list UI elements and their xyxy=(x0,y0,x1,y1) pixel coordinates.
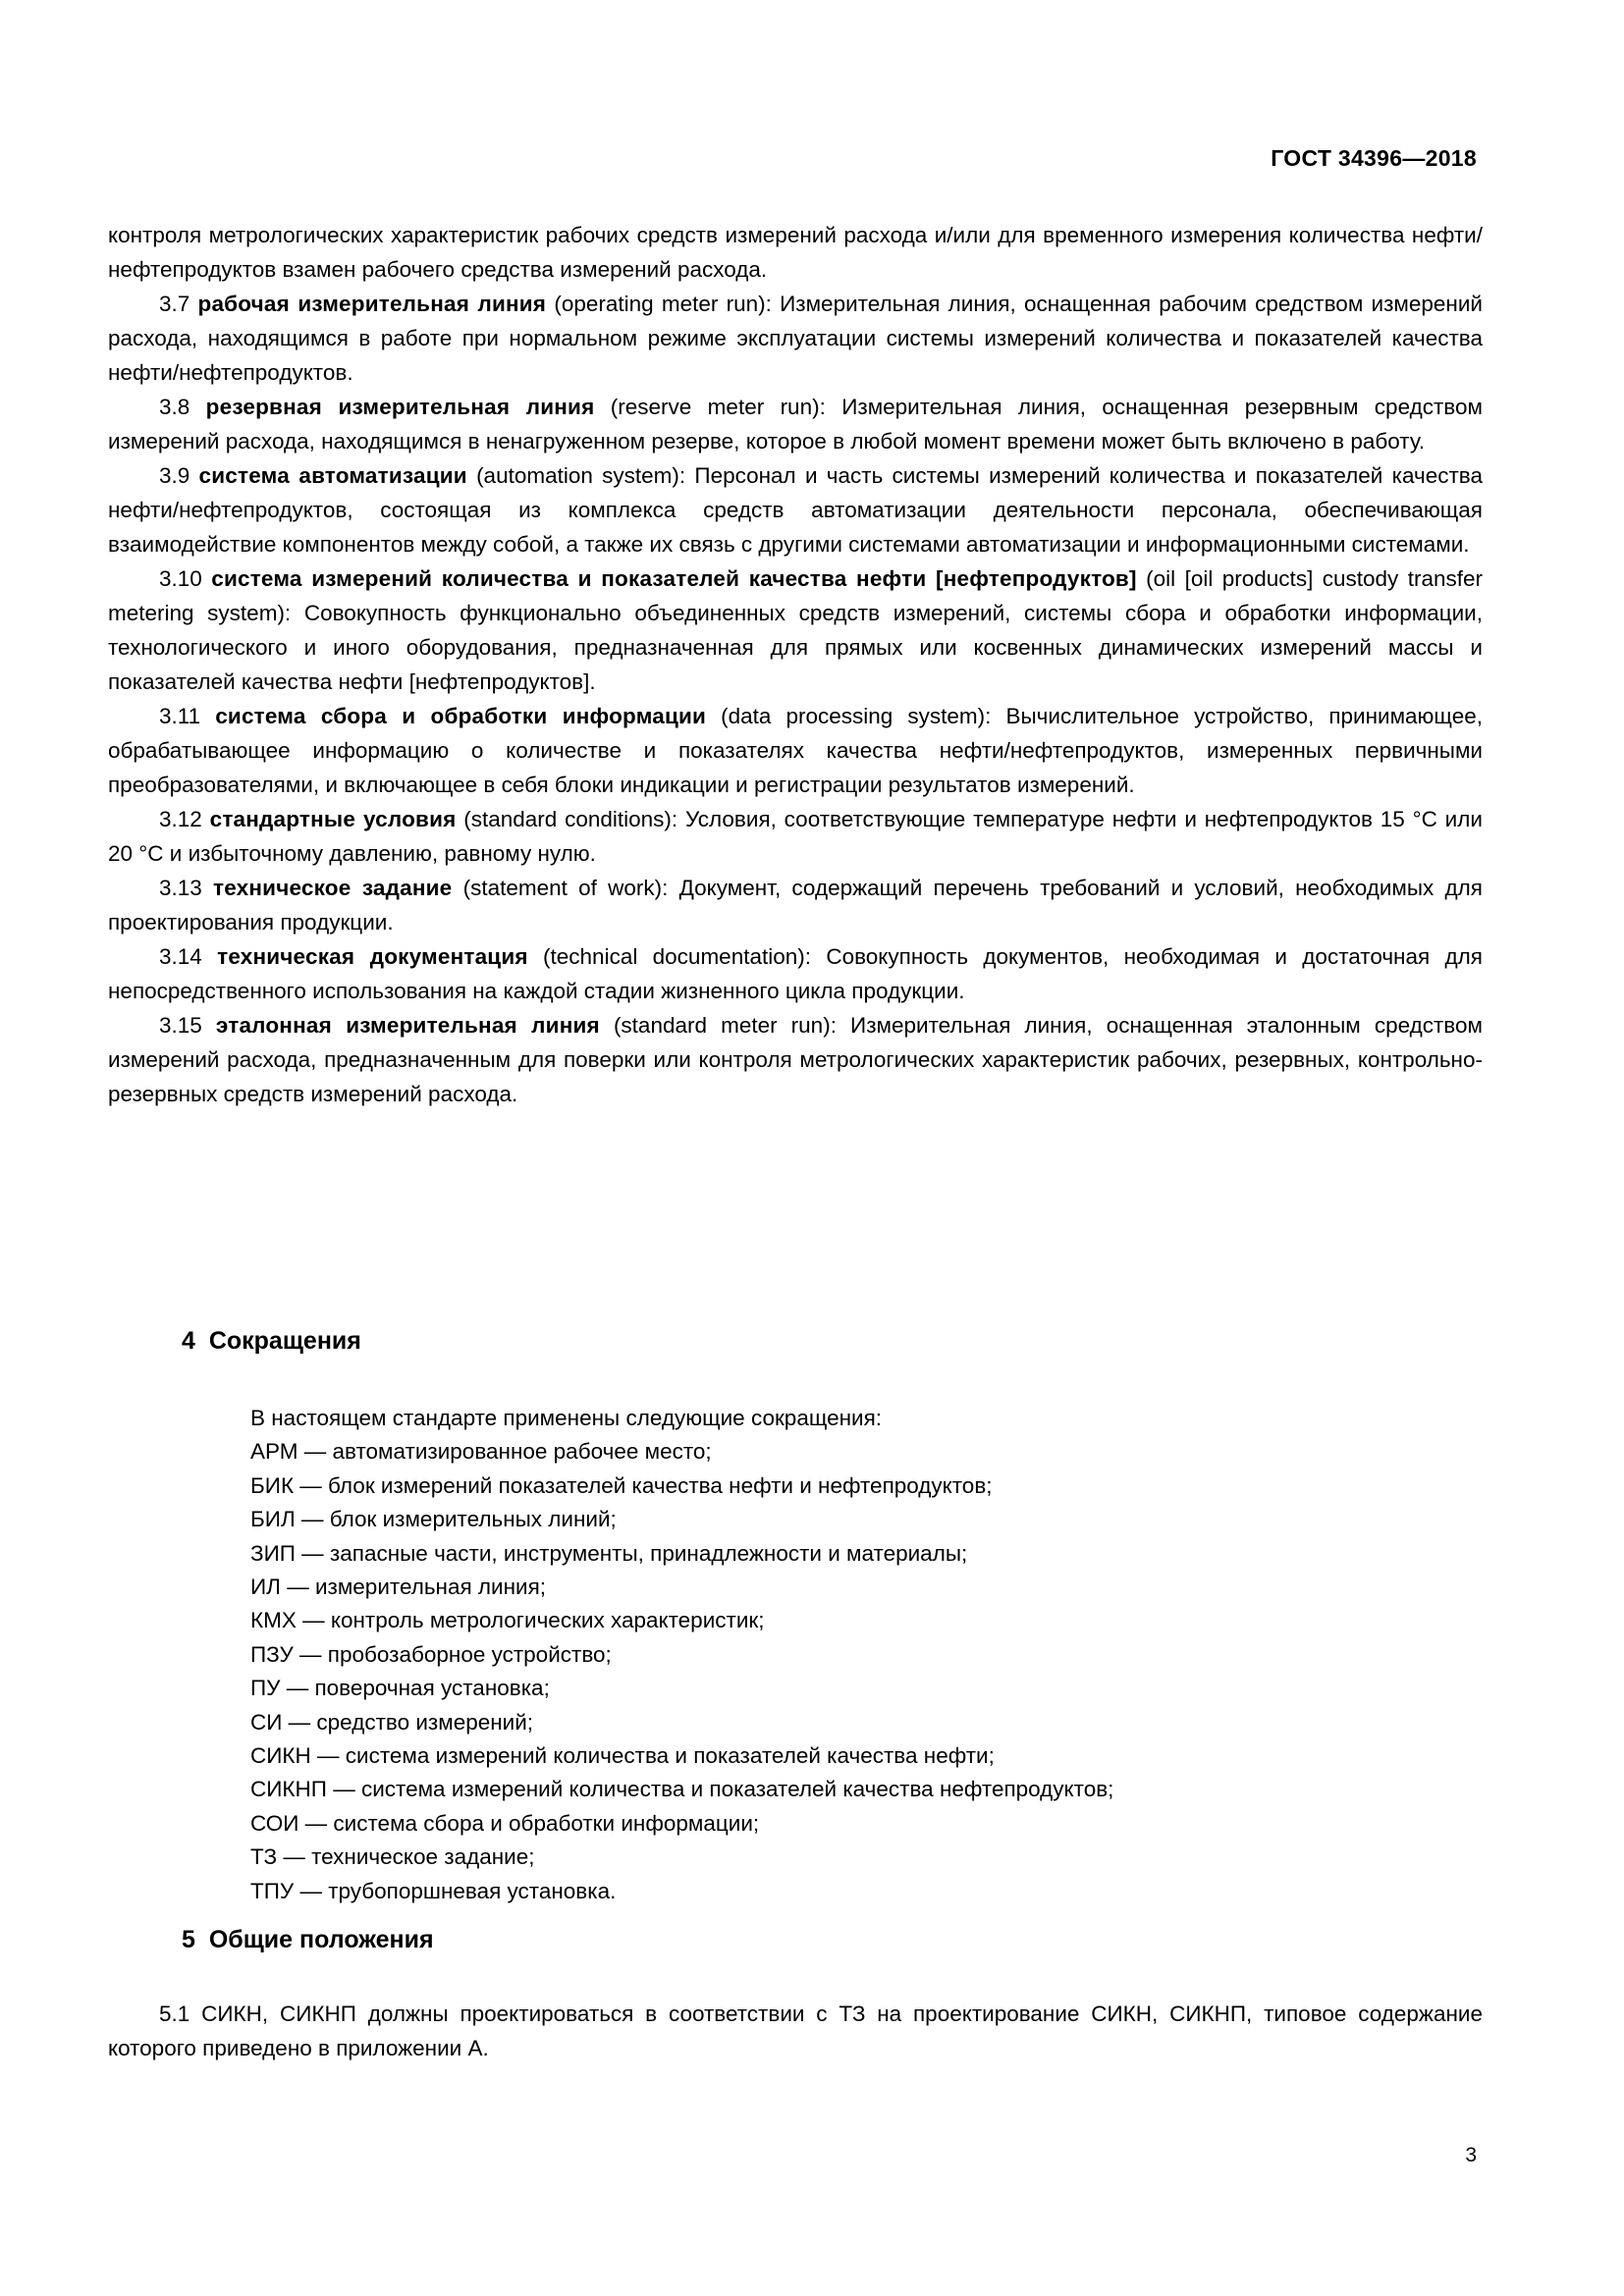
term-english: (operating meter run): xyxy=(554,292,772,316)
term-3-11 xyxy=(108,699,1483,802)
term-name: техническое задание xyxy=(213,876,453,900)
section-number: 4 xyxy=(182,1327,195,1355)
section-title: Сокращения xyxy=(208,1327,361,1355)
term-3-13 xyxy=(108,871,1483,939)
term-3-7 xyxy=(108,287,1483,390)
paragraph-5-1-container xyxy=(108,1997,1483,2065)
term-definition: Условия, соответствующие температуре нефти и нефтепродуктов 15 °С или 20 °С и избыточному давлению, равному нулю. xyxy=(108,807,1483,866)
main-text-column xyxy=(108,218,1483,1111)
list-item: КМХ — контроль метрологических характеристик; xyxy=(250,1608,765,1633)
term-number: 3.10 xyxy=(159,566,202,591)
term-english: (standard conditions): xyxy=(463,807,678,831)
term-number: 3.15 xyxy=(159,1013,202,1038)
term-english: (reserve meter run): xyxy=(610,395,826,419)
page-header: ГОСТ 34396—2018 xyxy=(1271,145,1477,171)
list-item: ИЛ — измерительная линия; xyxy=(250,1575,547,1600)
list-item: ПЗУ — пробозаборное устройство; xyxy=(250,1641,612,1667)
term-definition: Измерительная линия, оснащенная эталонным средством измерений расхода, предназначенным для поверки или контроля метрологических характеристик рабочих, резервных, контрольно-резервных средств измерений расхода. xyxy=(108,1013,1483,1106)
term-name: стандартные условия xyxy=(209,807,457,831)
list-item: СИКН — система измерений количества и показателей качества нефти; xyxy=(250,1743,995,1769)
term-3-14 xyxy=(108,939,1483,1008)
term-3-12 xyxy=(108,802,1483,871)
term-3-9 xyxy=(108,458,1483,561)
term-number: 3.14 xyxy=(159,944,202,969)
term-name: техническая документация xyxy=(217,944,528,969)
term-english: (oil [oil products] custody transfer metering system): xyxy=(108,566,1484,625)
term-number: 3.7 xyxy=(159,292,190,316)
term-definition: Измерительная линия, оснащенная рабочим средством измерений расхода, находящимся в работе при нормальном режиме эксплуатации системы измерений количества и показателей качества нефти/нефтепродуктов. xyxy=(108,292,1483,385)
section-heading-5 xyxy=(182,1926,434,1954)
term-number: 3.8 xyxy=(159,395,190,419)
list-item: БИЛ — блок измерительных линий; xyxy=(250,1507,617,1532)
term-name: резервная измерительная линия xyxy=(205,395,595,419)
abbrev-intro: В настоящем стандарте применены следующие сокращения: xyxy=(250,1406,883,1430)
term-english: (standard meter run): xyxy=(613,1013,837,1038)
section-title: Общие положения xyxy=(208,1926,434,1953)
term-definition: Измерительная линия, оснащенная резервным средством измерений расхода, находящимся в ненагруженном резерве, которое в любой момент времени может быть включено в работу. xyxy=(108,395,1483,454)
paragraph-continued xyxy=(108,218,1483,287)
list-item: ТПУ — трубопоршневая установка. xyxy=(250,1878,617,1903)
term-3-8 xyxy=(108,390,1483,458)
term-english: (statement of work): xyxy=(462,876,669,900)
term-name: рабочая измерительная линия xyxy=(197,292,547,316)
term-name: система автоматизации xyxy=(198,463,467,488)
list-item: СИКНП — система измерений количества и показателей качества нефтепродуктов; xyxy=(250,1777,1114,1802)
term-number: 3.9 xyxy=(159,463,190,488)
paragraph-5-1: 5.1 СИКН, СИКНП должны проектироваться в соответствии с ТЗ на проектирование СИКН, СИКНП, типовое содержание которого приведено в приложении А. xyxy=(108,2002,1483,2060)
list-item: ТЗ — техническое задание; xyxy=(250,1844,535,1870)
list-item: СОИ — система сбора и обработки информации; xyxy=(250,1810,760,1836)
term-number: 3.13 xyxy=(159,876,202,900)
term-english: (technical documentation): xyxy=(543,944,811,969)
section-heading-4 xyxy=(182,1327,361,1356)
list-item: БИК — блок измерений показателей качества нефти и нефтепродуктов; xyxy=(250,1472,993,1498)
list-item: СИ — средство измерений; xyxy=(250,1709,534,1735)
list-item: ЗИП — запасные части, инструменты, принадлежности и материалы; xyxy=(250,1540,968,1566)
abbreviations-list xyxy=(250,1402,1488,1908)
section-number: 5 xyxy=(182,1926,195,1953)
term-3-15 xyxy=(108,1008,1483,1111)
list-item: АРМ — автоматизированное рабочее место; xyxy=(250,1439,712,1465)
term-definition: Персонал и часть системы измерений количества и показателей качества нефти/нефтепродуктов, состоящая из комплекса средств автоматизации деятельности персонала, обеспечивающая взаимодействие компонентов между собой, а также их связь с другими системами автоматизации и информационными системами. xyxy=(108,463,1483,557)
term-definition: Вычислительное устройство, принимающее, обрабатывающее информацию о количестве и показателях качества нефти/нефтепродуктов, измеренных первичными преобразователями, и включающее в себя блоки индикации и регистрации результатов измерений. xyxy=(108,704,1483,797)
term-name: система сбора и обработки информации xyxy=(215,704,707,728)
term-english: (data processing system): xyxy=(721,704,992,728)
page-number: 3 xyxy=(1465,2144,1477,2166)
list-item: ПУ — поверочная установка; xyxy=(250,1676,550,1701)
term-definition: Совокупность функционально объединенных средств измерений, системы сбора и обработки информации, технологического и иного оборудования, предназначенная для прямых или косвенных динамических измерений массы и показателей качества нефти [нефтепродуктов]. xyxy=(108,601,1483,694)
term-3-10 xyxy=(108,561,1483,699)
term-name: система измерений количества и показателей качества нефти [нефтепродуктов] xyxy=(211,566,1137,591)
term-number: 3.11 xyxy=(159,704,201,728)
term-number: 3.12 xyxy=(159,807,202,831)
term-name: эталонная измерительная линия xyxy=(215,1013,600,1038)
term-definition: Документ, содержащий перечень требований и условий, необходимых для проектирования продукции. xyxy=(108,876,1483,934)
term-definition: Совокупность документов, необходимая и достаточная для непосредственного использования на каждой стадии жизненного цикла продукции. xyxy=(108,944,1483,1003)
term-english: (automation system): xyxy=(476,463,686,488)
continued-text: контроля метрологических характеристик рабочих средств измерений расхода и/или для временного измерения количества нефти/нефтепродуктов взамен рабочего средства измерений расхода. xyxy=(108,223,1483,282)
